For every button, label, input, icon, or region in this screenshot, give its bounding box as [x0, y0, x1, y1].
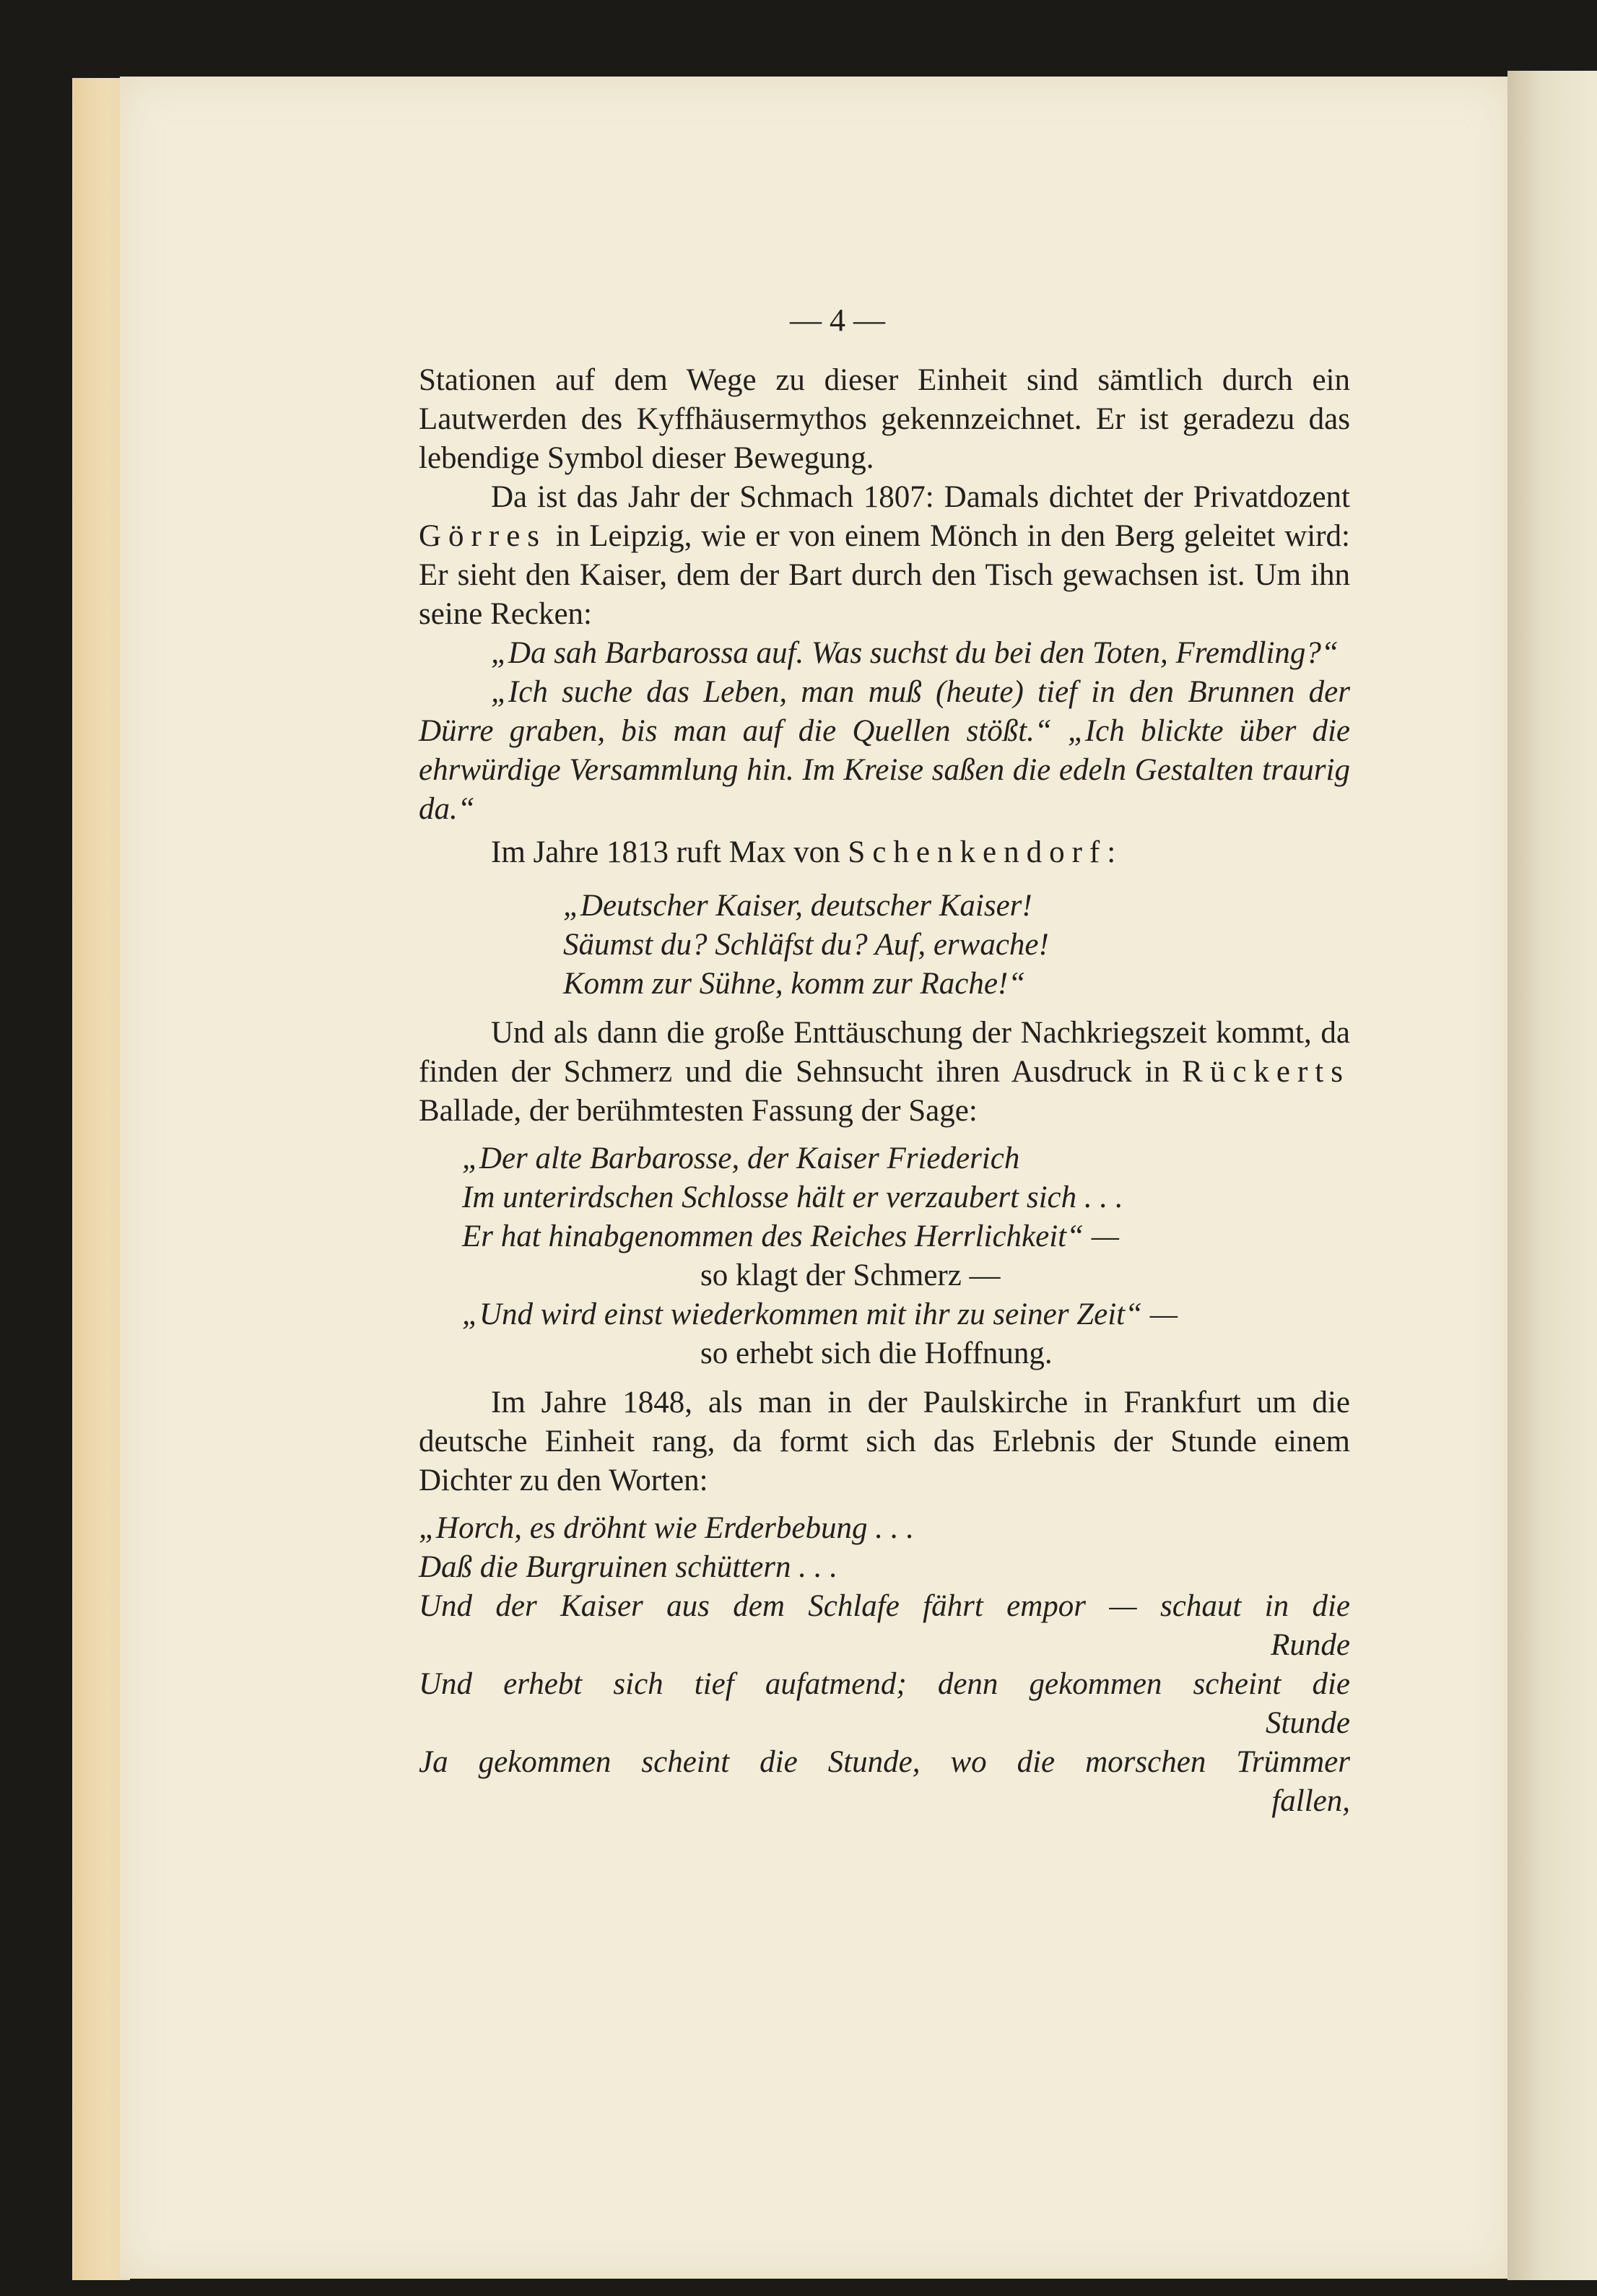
poem-comment: so erhebt sich die Hoffnung.: [700, 1336, 1053, 1370]
paragraph-3: [419, 833, 1350, 872]
poem-line: Säumst du? Schläfst du? Auf, erwache!: [563, 928, 1049, 962]
paragraph-3-after: :: [1107, 835, 1116, 869]
name-rueckert: Rückerts: [1182, 1055, 1350, 1089]
paragraph-5: Im Jahre 1848, als man in der Paulskirche in Frankfurt um die deutsche Einheit rang, da formt sich das Erlebnis der Stunde einem Dichter zu den Worten:: [419, 1386, 1350, 1497]
paragraph-4-before: Und als dann die große Enttäuschung der Nachkriegszeit kommt, da finden der Schmerz und die Sehnsucht ihren Ausdruck in: [419, 1016, 1350, 1089]
page-body: [419, 361, 1350, 1821]
poem-line: Im unterirdschen Schlosse hält er verzaubert sich . . .: [462, 1180, 1123, 1214]
poem-line: Er hat hinabgenommen des Reiches Herrlichkeit“ —: [462, 1219, 1119, 1253]
name-goerres: Görres: [419, 519, 547, 553]
poem-line: Daß die Burgruinen schüttern . . .: [419, 1550, 838, 1584]
paragraph-4-after: Ballade, der berühmtesten Fassung der Sage:: [419, 1094, 978, 1128]
poem-line: Und erhebt sich tief aufatmend; denn gekommen scheint die: [419, 1667, 1350, 1701]
next-page-edge: [1507, 71, 1597, 2280]
poem-line: „Der alte Barbarosse, der Kaiser Friederich: [462, 1142, 1020, 1175]
poem-line: „Deutscher Kaiser, deutscher Kaiser!: [563, 889, 1032, 923]
poem-line-continuation: Stunde: [1265, 1706, 1350, 1740]
poem-line: „Horch, es dröhnt wie Erderbebung . . .: [419, 1511, 914, 1545]
poem-line: „Und wird einst wiederkommen mit ihr zu seiner Zeit“ —: [462, 1297, 1178, 1331]
poem-line-continuation: Runde: [1271, 1628, 1350, 1662]
quote-1: „Da sah Barbarossa auf. Was suchst du bei den Toten, Fremdling?“: [491, 636, 1339, 670]
page-number: — 4 —: [790, 303, 885, 338]
paragraph-2-after: in Leipzig, wie er von einem Mönch in den Berg geleitet wird: Er sieht den Kaiser, dem der Bart durch den Tisch gewachsen ist. Um ihn seine Recken:: [419, 519, 1350, 631]
poem-line: Ja gekommen scheint die Stunde, wo die morschen Trümmer: [419, 1745, 1350, 1779]
paragraph-1: Stationen auf dem Wege zu dieser Einheit sind sämtlich durch ein Lautwerden des Kyffhäusermythos gekennzeichnet. Er ist geradezu das lebendige Symbol dieser Bewegung.: [419, 363, 1350, 475]
poem-line-continuation: fallen,: [1271, 1784, 1350, 1818]
poem-schenkendorf: [563, 887, 1350, 1004]
poem-rueckert: [462, 1139, 1350, 1373]
paragraph-4: [419, 1014, 1350, 1131]
poem-1848: [419, 1509, 1350, 1821]
paragraph-2: [419, 478, 1350, 634]
poem-comment: so klagt der Schmerz —: [700, 1258, 1001, 1292]
name-schenkendorf: Schenkendorf: [848, 835, 1108, 869]
paragraph-2-before: Da ist das Jahr der Schmach 1807: Damals dichtet der Privatdozent: [491, 480, 1350, 514]
paragraph-3-before: Im Jahre 1813 ruft Max von: [491, 835, 848, 869]
quote-2: „Ich suche das Leben, man muß (heute) tief in den Brunnen der Dürre graben, bis man auf die Quellen stößt.“ „Ich blickte über die ehrwürdige Versammlung hin. Im Kreise saßen die edeln Gestalten traurig da.“: [419, 675, 1350, 826]
poem-line: Komm zur Sühne, komm zur Rache!“: [563, 967, 1026, 1001]
poem-line: Und der Kaiser aus dem Schlafe fährt empor — schaut in die: [419, 1589, 1350, 1623]
